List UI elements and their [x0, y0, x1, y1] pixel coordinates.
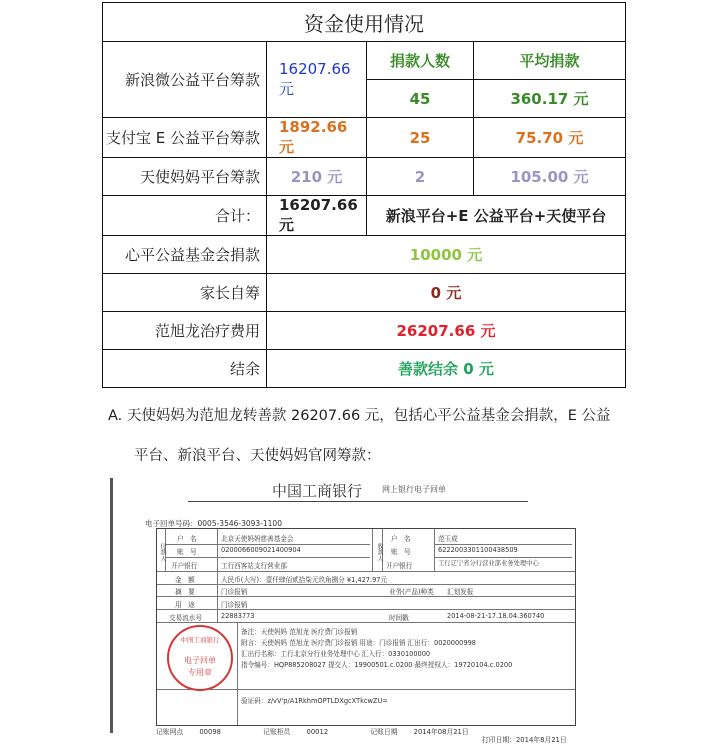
time-label: 时间戳: [389, 614, 409, 622]
teller-label: 记账柜员: [263, 728, 291, 736]
angel-amount: 210 元: [267, 158, 367, 196]
family-value: 0 元: [267, 274, 626, 312]
amount-value: 人民币(大写)：壹仟肆佰贰拾柒元玖角捌分 ¥1,427.97元: [221, 576, 388, 584]
date: 2014年08月21日: [413, 728, 469, 736]
usage-value: 门诊报销: [221, 601, 248, 609]
table-title: 资金使用情况: [103, 3, 626, 42]
payee-name: 范玉成: [438, 535, 458, 543]
alipay-avg: 75.70 元: [474, 118, 626, 158]
net-point: 00098: [199, 728, 221, 736]
angel-donors: 2: [367, 158, 474, 196]
alipay-label: 支付宝 E 公益平台筹款: [103, 118, 267, 158]
balance-value: 善款结余 0 元: [267, 350, 626, 388]
remark-line-1: 备注：天使妈妈 范旭龙 医疗费门诊报销: [241, 628, 358, 636]
product-label: 业务(产品)种类: [389, 588, 434, 596]
total-note: 新浪平台+E 公益平台+天使平台: [367, 196, 626, 236]
receipt-edge: [110, 478, 113, 733]
summary-value: 门诊报销: [221, 588, 248, 596]
seal-mid-text: 电子回单: [184, 656, 216, 665]
sina-avg: 360.17 元: [474, 80, 626, 118]
amount-label: 金 额: [175, 576, 195, 584]
payee-name-label: 户 名: [391, 535, 411, 543]
time-value: 2014-08-21-17.18.04.360740: [447, 612, 545, 620]
receipt-title-rule: [188, 501, 528, 502]
receipt-bank-name: 中国工商银行: [272, 482, 363, 500]
payee-account-label: 账 号: [391, 548, 411, 556]
alipay-donors: 25: [367, 118, 474, 158]
family-label: 家长自筹: [103, 274, 267, 312]
receipt-body: [156, 528, 576, 726]
remark-line-4: 指令编号：HQP885208027 提交人：19900501.c.0200 最终授权人：19720104.c.0200: [241, 661, 513, 669]
receipt-number: 电子回单号码：0005-3546-3093-1100: [145, 519, 282, 528]
seal-bottom-text: 专用章: [188, 668, 212, 677]
remark-line-3: 汇出行名称：工行北京分行业务处理中心 汇入行：0330100000: [241, 650, 431, 658]
payee-account: 6222003301100438509: [438, 546, 518, 554]
product-value: 汇划发报: [447, 588, 474, 596]
payer-account-label: 账 号: [177, 548, 197, 556]
payer-bank: 工行西客站支行营业部: [221, 562, 287, 570]
note-line-2: 平台、新浪平台、天使妈妈官网筹款：: [134, 448, 381, 464]
balance-label: 结余: [103, 350, 267, 388]
payer-account: 0200066009021400904: [221, 546, 301, 554]
angel-label: 天使妈妈平台筹款: [103, 158, 267, 196]
usage-label: 用 途: [175, 601, 195, 609]
summary-label: 摘 要: [175, 588, 195, 596]
bank-seal: [167, 625, 233, 691]
total-label: 合计：: [103, 196, 267, 236]
bank-receipt-image: [110, 472, 590, 742]
sina-amount: 16207.66 元: [267, 42, 367, 118]
treatment-label: 范旭龙治疗费用: [103, 312, 267, 350]
payee-bank: 工行辽宁省分行营业部业务处理中心: [438, 560, 539, 567]
print-date: 打印日期：2014年8月21日: [482, 736, 567, 744]
verify-code: 验证码：z/vV'p/A1RkhmOPTLDXgcXTkcwZU=: [241, 697, 388, 705]
payer-name-label: 户 名: [177, 535, 197, 543]
payer-label: 付款人: [159, 543, 166, 562]
avg-header: 平均捐款: [474, 42, 626, 80]
fund-usage-table: [102, 2, 626, 388]
serial-value: 22883773: [221, 612, 255, 620]
sina-label: 新浪微公益平台筹款: [103, 42, 267, 118]
payee-label: 收款人: [376, 543, 383, 562]
serial-label: 交易流水号: [169, 614, 202, 622]
net-point-label: 记账网点: [156, 728, 184, 736]
receipt-subtitle: 网上银行电子回单: [382, 485, 446, 494]
note-line-1: A. 天使妈妈为范旭龙转善款 26207.66 元，包括心平公益基金会捐款，E 公益: [108, 408, 611, 424]
xinping-value: 10000 元: [267, 236, 626, 274]
payer-name: 北京天使妈妈慈善基金会: [221, 535, 294, 543]
teller: 00012: [306, 728, 329, 736]
angel-avg: 105.00 元: [474, 158, 626, 196]
date-label: 记账日期: [370, 728, 398, 736]
sina-donors: 45: [367, 80, 474, 118]
seal-top-text: 中国工商银行: [180, 636, 220, 644]
total-amount: 16207.66 元: [267, 196, 367, 236]
xinping-label: 心平公益基金会捐款: [103, 236, 267, 274]
receipt-footer: [156, 726, 469, 736]
donors-header: 捐款人数: [367, 42, 474, 80]
payer-bank-label: 开户银行: [171, 562, 198, 570]
alipay-amount: 1892.66 元: [267, 118, 367, 158]
treatment-value: 26207.66 元: [267, 312, 626, 350]
remark-line-2: 附言：天使妈妈 范旭龙 医疗费门诊报销 用途：门诊报销 汇出行：0020000998: [241, 639, 476, 647]
payee-bank-label: 开户银行: [386, 562, 413, 570]
